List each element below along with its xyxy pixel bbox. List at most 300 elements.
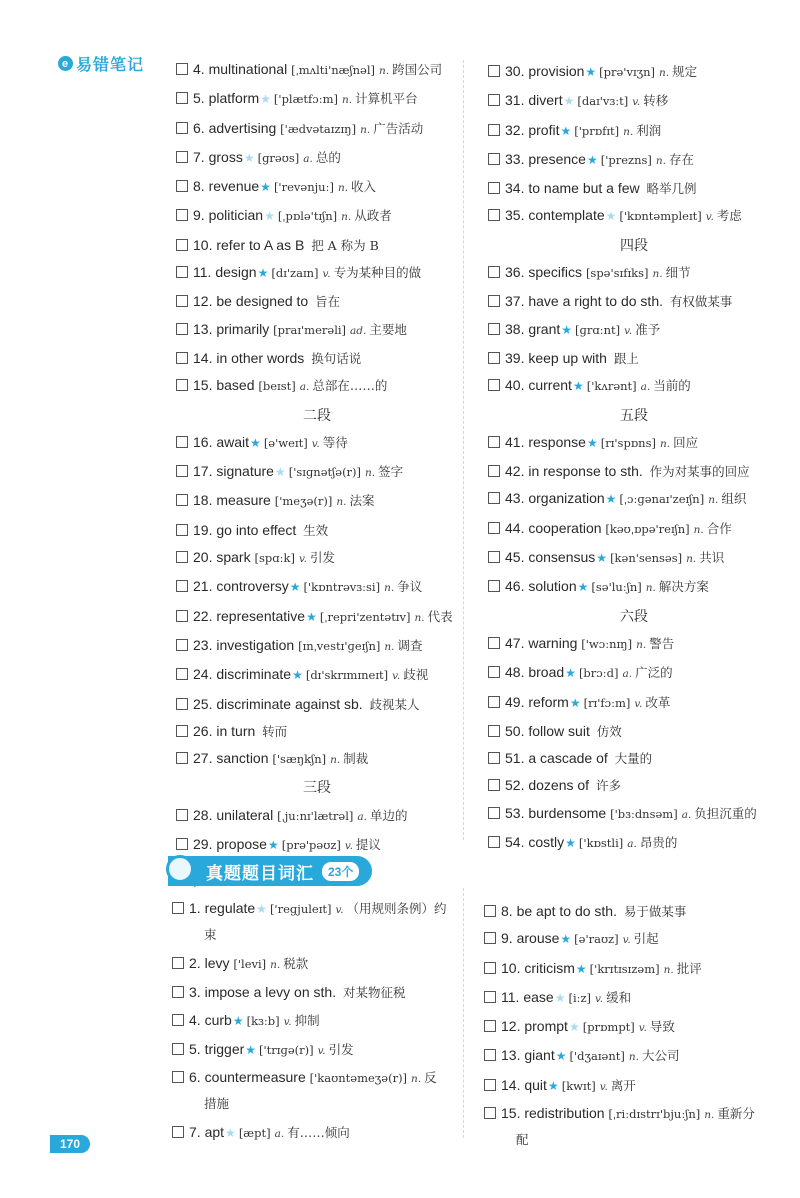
entry-word: curb <box>204 1011 232 1028</box>
entry-number: 48. <box>505 664 525 681</box>
star-icon: ★ <box>575 961 587 976</box>
star-icon: ★ <box>306 609 317 624</box>
part-of-speech: a. <box>681 808 692 821</box>
exam-vocab-right-column <box>484 898 766 1155</box>
entry-word: costly <box>528 834 565 851</box>
checkbox[interactable] <box>176 809 188 821</box>
checkbox[interactable] <box>176 352 188 364</box>
entry-number: 18. <box>193 492 213 509</box>
entry-word: gross <box>208 148 243 165</box>
part-of-speech: n. <box>360 123 371 136</box>
star-icon: ★ <box>596 551 608 566</box>
phonetic: [ə'raʊz] <box>574 932 619 947</box>
vocab-entry <box>176 85 458 114</box>
entry-number: 7. <box>193 148 205 165</box>
checkbox[interactable] <box>488 124 500 136</box>
entry-number: 25. <box>193 695 213 712</box>
left-vocab-column <box>176 56 458 860</box>
checkbox[interactable] <box>488 836 500 848</box>
vocab-entry <box>176 603 458 632</box>
vocab-entry <box>488 659 780 688</box>
meaning: 准予 <box>635 321 661 337</box>
checkbox[interactable] <box>176 323 188 335</box>
entry-number: 39. <box>505 349 525 366</box>
entry-number: 14. <box>193 349 213 366</box>
vocab-entry <box>176 661 458 690</box>
vocab-entry <box>488 458 780 485</box>
vocab-entry <box>488 87 780 116</box>
entry-word: sanction <box>216 750 269 767</box>
checkbox[interactable] <box>488 436 500 448</box>
checkbox[interactable] <box>176 551 188 563</box>
entry-word: redistribution <box>524 1105 605 1122</box>
entry-word: solution <box>528 578 577 595</box>
entry-word: refer to A as B <box>216 236 305 253</box>
entry-number: 6. <box>193 119 205 136</box>
checkbox[interactable] <box>176 610 188 622</box>
vocab-entry <box>488 573 780 602</box>
checkbox[interactable] <box>176 209 188 221</box>
phonetic: ['kɒntrəvɜːsi] <box>303 580 381 595</box>
part-of-speech: n. <box>708 494 719 507</box>
checkbox[interactable] <box>176 180 188 192</box>
part-of-speech: v. <box>632 96 641 109</box>
checkbox[interactable] <box>488 637 500 649</box>
entry-number: 52. <box>505 777 525 794</box>
checkbox[interactable] <box>484 1107 496 1119</box>
phonetic: ['prɒfɪt] <box>574 123 620 138</box>
vocab-entry <box>172 1065 448 1116</box>
meaning: 调查 <box>397 637 423 653</box>
entry-word: platform <box>208 90 260 107</box>
entry-number: 24. <box>193 666 213 683</box>
column-divider <box>463 60 464 840</box>
entry-word: criticism <box>524 959 575 976</box>
entry-number: 2. <box>189 955 201 971</box>
star-icon: ★ <box>256 902 267 916</box>
section-heading: 五段 <box>620 406 648 423</box>
star-icon: ★ <box>274 465 286 480</box>
entry-number: 4. <box>193 61 205 77</box>
checkbox[interactable] <box>176 266 188 278</box>
part-of-speech: n. <box>414 611 425 624</box>
entry-word: impose a levy on sth. <box>204 984 337 1001</box>
checkbox[interactable] <box>488 522 500 534</box>
meaning: 换句话说 <box>311 350 362 366</box>
meaning: 存在 <box>669 151 695 167</box>
entry-number: 10. <box>501 959 521 976</box>
phonetic: ['kɒntəmpleɪt] <box>619 209 702 224</box>
checkbox[interactable] <box>172 1043 184 1055</box>
phonetic: ['sɪɡnətʃə(r)] <box>288 465 362 480</box>
phonetic: [spə'sɪfɪks] <box>585 266 649 281</box>
part-of-speech: n. <box>337 182 349 195</box>
meaning: 当前的 <box>653 378 691 394</box>
checkbox[interactable] <box>176 465 188 477</box>
meaning: 略举几例 <box>646 181 697 197</box>
star-icon: ★ <box>232 1013 244 1028</box>
meaning: 警告 <box>649 635 675 651</box>
phonetic: ['ædvətaɪzɪŋ] <box>280 121 357 136</box>
vocab-entry <box>484 1072 766 1101</box>
entry-number: 15. <box>193 377 213 394</box>
vocab-entry <box>484 1101 766 1152</box>
entry-word: go into effect <box>216 521 297 538</box>
meaning: 转移 <box>643 93 669 109</box>
entry-number: 47. <box>505 634 525 651</box>
checkbox[interactable] <box>488 65 500 77</box>
vocab-entry <box>488 372 780 401</box>
star-icon: ★ <box>260 180 271 195</box>
entry-number: 44. <box>505 519 525 536</box>
checkbox[interactable] <box>488 379 500 391</box>
vocab-entry <box>488 630 780 659</box>
banner-title: 真题题目词汇 <box>206 863 314 883</box>
star-icon: ★ <box>267 838 279 853</box>
star-icon: ★ <box>289 580 301 595</box>
part-of-speech: n. <box>330 754 341 767</box>
part-of-speech: n. <box>341 211 352 224</box>
checkbox[interactable] <box>172 1014 184 1026</box>
checkbox[interactable] <box>488 696 500 708</box>
checkbox[interactable] <box>172 957 184 969</box>
star-icon: ★ <box>565 836 576 851</box>
meaning: 回应 <box>673 434 699 450</box>
entry-number: 54. <box>505 834 525 851</box>
entry-number: 22. <box>193 607 213 624</box>
vocab-entry <box>488 117 780 146</box>
phonetic: ['kaʊntəmeʒə(r)] <box>309 1071 408 1086</box>
vocab-entry <box>488 259 780 288</box>
part-of-speech: a. <box>299 381 310 394</box>
part-of-speech: a. <box>640 381 651 394</box>
entry-number: 43. <box>505 490 525 507</box>
entry-number: 32. <box>505 121 525 138</box>
star-icon: ★ <box>250 435 261 450</box>
phonetic: [daɪ'vɜːt] <box>577 94 629 109</box>
checkbox[interactable] <box>488 209 500 221</box>
entry-word: spark <box>216 549 251 566</box>
star-icon: ★ <box>260 92 271 107</box>
vocab-entry <box>488 800 780 829</box>
checkbox[interactable] <box>176 725 188 737</box>
meaning: 转而 <box>262 723 288 739</box>
vocab-entry <box>488 146 780 175</box>
meaning: 昂贵的 <box>639 835 678 851</box>
meaning: 对某物征税 <box>342 985 406 1001</box>
entry-word: specifics <box>528 264 583 281</box>
meaning: 单边的 <box>370 807 408 823</box>
meaning: 规定 <box>672 64 698 79</box>
right-vocab-column <box>488 58 780 858</box>
meaning: 生效 <box>303 522 329 538</box>
entry-number: 28. <box>193 806 213 823</box>
checkbox[interactable] <box>484 905 496 917</box>
checkbox[interactable] <box>488 182 500 194</box>
part-of-speech: n. <box>693 523 704 536</box>
meaning: 制裁 <box>343 751 369 767</box>
checkbox[interactable] <box>176 239 188 251</box>
meaning: 有……倾向 <box>287 1125 350 1141</box>
part-of-speech: n. <box>365 467 376 480</box>
entry-word: divert <box>528 92 563 109</box>
entry-number: 29. <box>193 836 213 853</box>
entry-number: 6. <box>189 1069 201 1086</box>
part-of-speech: n. <box>686 553 697 566</box>
checkbox[interactable] <box>176 122 188 134</box>
entry-word: apt <box>204 1124 225 1141</box>
meaning: 法案 <box>349 493 375 509</box>
vocab-entry <box>172 1036 448 1065</box>
entry-number: 16. <box>193 433 213 450</box>
phonetic: [ˌjuːnɪ'lætrəl] <box>277 808 354 823</box>
entry-word: design <box>215 264 257 281</box>
entry-number: 31. <box>505 92 525 109</box>
part-of-speech: v. <box>335 904 344 916</box>
meaning: 提议 <box>355 837 381 853</box>
checkbox[interactable] <box>488 266 500 278</box>
vocab-entry <box>176 517 458 544</box>
checkbox[interactable] <box>176 524 188 536</box>
checkbox[interactable] <box>488 580 500 592</box>
entry-word: presence <box>528 150 586 167</box>
part-of-speech: n. <box>652 268 663 281</box>
part-of-speech: v. <box>322 268 331 281</box>
section-banner <box>168 856 372 886</box>
vocab-entry <box>176 316 458 345</box>
checkbox[interactable] <box>488 551 500 563</box>
vocab-entry <box>484 925 766 954</box>
checkbox[interactable] <box>484 1020 496 1032</box>
checkbox[interactable] <box>488 807 500 819</box>
phonetic: [ˌriːdɪstrɪ'bjuːʃn] <box>608 1107 701 1122</box>
star-icon: ★ <box>225 1126 236 1141</box>
meaning: 仿效 <box>596 723 622 739</box>
phonetic: [kɜːb] <box>246 1013 280 1028</box>
checkbox[interactable] <box>488 295 500 307</box>
magnifier-icon <box>166 855 194 883</box>
part-of-speech: v. <box>624 324 633 337</box>
meaning: 广泛的 <box>635 665 673 681</box>
vocab-entry <box>176 544 458 573</box>
meaning: 共识 <box>699 550 725 566</box>
checkbox[interactable] <box>484 962 496 974</box>
checkbox[interactable] <box>172 1126 184 1138</box>
entry-number: 8. <box>193 178 205 195</box>
part-of-speech: n. <box>663 963 674 976</box>
meaning: 抑制 <box>294 1012 320 1028</box>
entry-word: discriminate against sb. <box>216 695 363 712</box>
entry-word: profit <box>528 121 560 138</box>
vocab-entry <box>488 485 780 514</box>
entry-number: 13. <box>193 320 213 337</box>
entry-word: contemplate <box>528 207 605 224</box>
star-icon: ★ <box>569 695 581 710</box>
checkbox[interactable] <box>172 902 184 914</box>
entry-word: trigger <box>204 1040 245 1057</box>
meaning: 等待 <box>322 434 348 450</box>
part-of-speech: a. <box>274 1128 285 1141</box>
meaning: 解决方案 <box>658 579 709 595</box>
part-of-speech: n. <box>659 437 671 450</box>
vocab-entry <box>488 515 780 544</box>
checkbox[interactable] <box>484 991 496 1003</box>
section-heading: 二段 <box>303 406 331 423</box>
part-of-speech: v. <box>622 934 631 947</box>
star-icon: ★ <box>586 152 598 167</box>
meaning: 有权做某事 <box>669 294 733 310</box>
part-of-speech: n. <box>645 582 656 595</box>
entry-number: 50. <box>505 722 525 739</box>
vocab-entry <box>172 1007 448 1036</box>
checkbox[interactable] <box>488 779 500 791</box>
entry-word: signature <box>216 463 274 480</box>
phonetic: ['meʒə(r)] <box>274 494 333 509</box>
checkbox[interactable] <box>176 92 188 104</box>
vocab-entry <box>488 429 780 458</box>
phonetic: [kəʊˌɒpə'reɪʃn] <box>605 521 690 536</box>
meaning: 旨在 <box>315 294 341 310</box>
entry-number: 12. <box>501 1018 521 1035</box>
entry-number: 34. <box>505 180 525 197</box>
star-icon: ★ <box>585 65 597 79</box>
checkbox[interactable] <box>488 492 500 504</box>
entry-word: controversy <box>216 578 289 595</box>
checkbox[interactable] <box>176 580 188 592</box>
entry-number: 1. <box>189 900 201 916</box>
entry-word: dozens of <box>528 777 590 794</box>
entry-word: levy <box>204 955 230 971</box>
phonetic: [dɪ'zaɪn] <box>271 266 319 281</box>
entry-word: regulate <box>204 900 256 916</box>
checkbox[interactable] <box>176 668 188 680</box>
meaning: 离开 <box>610 1077 636 1093</box>
checkbox[interactable] <box>172 1071 184 1083</box>
entry-number: 40. <box>505 377 525 394</box>
phonetic: ['trɪɡə(r)] <box>259 1042 314 1057</box>
entry-number: 49. <box>505 693 525 710</box>
star-icon: ★ <box>554 990 566 1005</box>
entry-word: response <box>528 433 586 450</box>
entry-number: 38. <box>505 320 525 337</box>
meaning: 大公司 <box>641 1048 680 1064</box>
checkbox[interactable] <box>176 639 188 651</box>
part-of-speech: v. <box>344 840 353 853</box>
vocab-entry <box>172 950 448 979</box>
checkbox[interactable] <box>484 1079 496 1091</box>
vocab-entry <box>176 173 458 202</box>
banner-count-badge: 23个 <box>322 862 359 881</box>
checkbox[interactable] <box>176 63 188 75</box>
checkbox[interactable] <box>176 752 188 764</box>
page-number: 170 <box>50 1135 90 1153</box>
vocab-entry <box>488 829 780 858</box>
entry-word: quit <box>524 1076 547 1093</box>
part-of-speech: n. <box>378 65 390 77</box>
meaning: 批评 <box>676 960 702 976</box>
phonetic: ['levi] <box>233 957 267 971</box>
part-of-speech: a. <box>357 810 368 823</box>
part-of-speech: n. <box>659 67 670 79</box>
entry-word: primarily <box>216 320 270 337</box>
phonetic: [prɒmpt] <box>582 1020 635 1035</box>
part-of-speech: n. <box>655 154 666 167</box>
meaning: 代表 <box>427 608 453 624</box>
entry-number: 10. <box>193 236 213 253</box>
meaning: 许多 <box>595 778 621 794</box>
entry-number: 19. <box>193 521 213 538</box>
section-heading: 六段 <box>620 607 648 624</box>
checkbox[interactable] <box>172 986 184 998</box>
entry-word: based <box>216 377 255 394</box>
entry-word: unilateral <box>216 806 274 823</box>
entry-word: be designed to <box>216 293 309 310</box>
checkbox[interactable] <box>488 153 500 165</box>
meaning: 总的 <box>315 149 341 165</box>
part-of-speech: n. <box>704 1109 715 1122</box>
checkbox[interactable] <box>176 698 188 710</box>
section-heading: 四段 <box>620 236 648 253</box>
entry-number: 13. <box>501 1047 521 1064</box>
checkbox[interactable] <box>484 1049 496 1061</box>
entry-word: cooperation <box>528 519 602 536</box>
checkbox[interactable] <box>176 494 188 506</box>
entry-number: 4. <box>189 1011 201 1028</box>
entry-number: 5. <box>193 90 205 107</box>
entry-word: await <box>216 433 250 450</box>
checkbox[interactable] <box>488 725 500 737</box>
vocab-entry <box>176 802 458 831</box>
entry-word: politician <box>208 207 264 224</box>
checkbox[interactable] <box>176 436 188 448</box>
checkbox[interactable] <box>176 838 188 850</box>
vocab-entry <box>176 232 458 259</box>
vocab-entry <box>176 372 458 401</box>
entry-number: 30. <box>505 63 525 79</box>
entry-number: 3. <box>189 984 201 1001</box>
checkbox[interactable] <box>176 295 188 307</box>
checkbox[interactable] <box>488 666 500 678</box>
checkbox[interactable] <box>488 752 500 764</box>
entry-number: 9. <box>501 930 513 947</box>
meaning: 作为对某事的回应 <box>649 464 750 480</box>
checkbox[interactable] <box>484 932 496 944</box>
checkbox[interactable] <box>488 352 500 364</box>
entry-word: measure <box>216 492 271 509</box>
phonetic: ['kʌrənt] <box>586 379 637 394</box>
vocab-entry <box>488 288 780 315</box>
meaning: 税款 <box>283 956 309 971</box>
phonetic: ['dʒaɪənt] <box>569 1049 625 1064</box>
meaning: 签字 <box>378 464 404 480</box>
entry-word: ease <box>523 988 554 1005</box>
vocab-entry <box>488 689 780 718</box>
checkbox[interactable] <box>488 465 500 477</box>
entry-number: 15. <box>501 1105 521 1122</box>
checkbox[interactable] <box>176 151 188 163</box>
checkbox[interactable] <box>488 94 500 106</box>
entry-number: 8. <box>501 903 513 919</box>
checkbox[interactable] <box>488 323 500 335</box>
meaning: 歧视某人 <box>369 696 420 712</box>
phonetic: ['sæŋkʃn] <box>272 752 327 767</box>
entry-number: 46. <box>505 578 525 595</box>
meaning: 跟上 <box>613 350 639 366</box>
entry-word: countermeasure <box>204 1069 306 1086</box>
star-icon: ★ <box>577 580 589 595</box>
part-of-speech: n. <box>636 638 647 651</box>
checkbox[interactable] <box>176 379 188 391</box>
